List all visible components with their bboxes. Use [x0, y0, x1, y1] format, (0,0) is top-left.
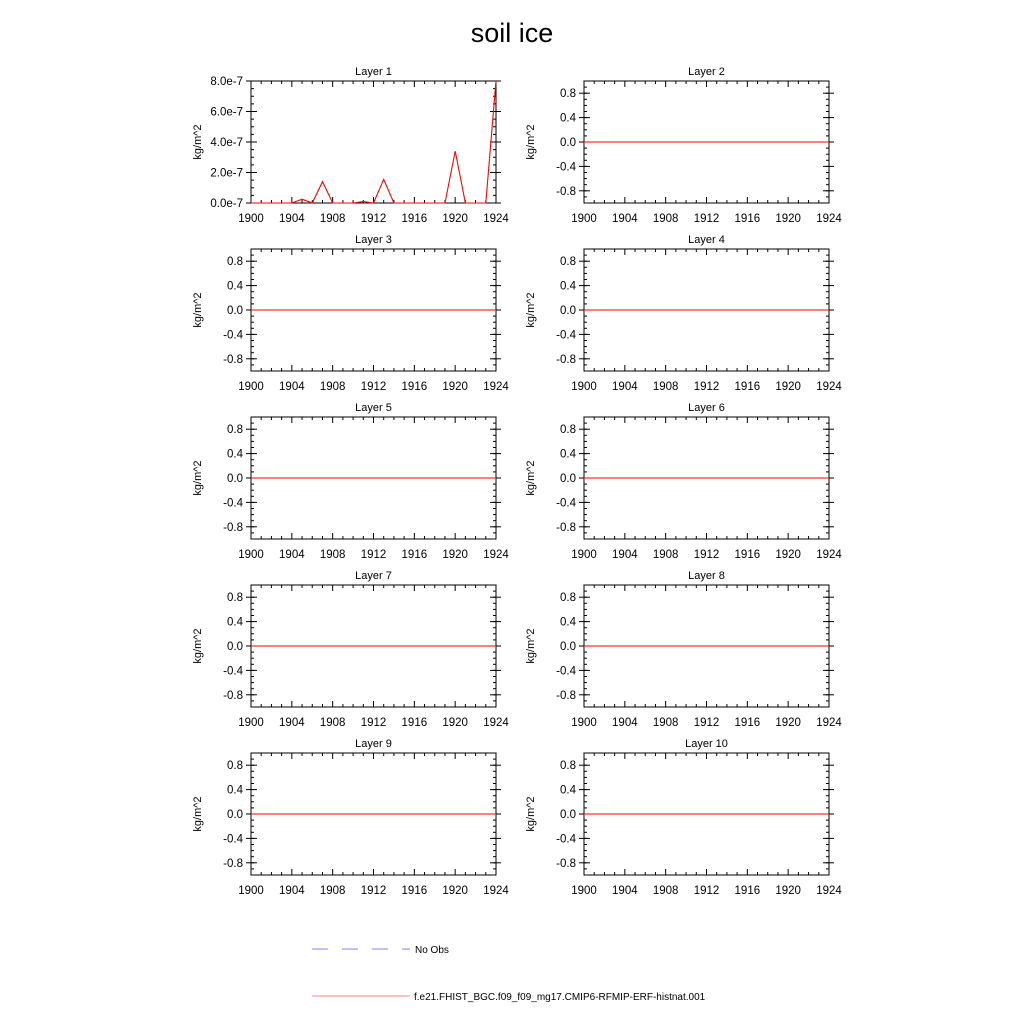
x-tick-label: 1924 [483, 549, 509, 561]
panel-layer-4 [525, 234, 842, 393]
x-tick-label: 1912 [360, 213, 387, 225]
panel-title: Layer 10 [685, 738, 728, 750]
y-tick-label: -0.4 [556, 833, 576, 846]
x-tick-label: 1908 [319, 885, 346, 897]
x-tick-label: 1900 [238, 549, 264, 561]
x-tick-label: 1916 [734, 381, 761, 393]
x-tick-label: 1924 [816, 885, 842, 897]
y-tick-label: -0.4 [556, 329, 576, 342]
y-tick-label: 0.4 [227, 448, 243, 461]
panel-title: Layer 7 [355, 570, 392, 582]
x-tick-label: 1920 [775, 549, 801, 561]
x-tick-label: 1908 [652, 381, 679, 393]
y-tick-label: 0.0 [560, 641, 576, 653]
x-tick-label: 1912 [693, 717, 720, 729]
y-tick-label: -0.8 [556, 689, 576, 702]
x-tick-label: 1900 [571, 381, 597, 393]
y-tick-label: 0.0 [227, 305, 243, 317]
x-tick-label: 1908 [652, 885, 679, 897]
x-tick-label: 1916 [734, 885, 761, 897]
y-tick-label: -0.8 [556, 185, 576, 198]
legend-obs-label: No Obs [415, 945, 449, 956]
x-tick-label: 1904 [279, 381, 305, 393]
x-tick-label: 1900 [571, 213, 597, 225]
panel-title: Layer 4 [688, 234, 725, 246]
panel-title: Layer 5 [355, 402, 392, 414]
x-tick-label: 1916 [401, 213, 428, 225]
panels [192, 66, 842, 897]
x-tick-label: 1916 [401, 381, 428, 393]
y-tick-label: 0.4 [227, 280, 243, 293]
y-tick-label: 0.0e-7 [210, 198, 243, 210]
x-tick-label: 1900 [238, 381, 264, 393]
panel-layer-10 [525, 738, 842, 897]
y-tick-label: 0.8 [560, 88, 576, 101]
x-tick-label: 1912 [693, 381, 720, 393]
y-tick-label: 0.0 [227, 809, 243, 821]
y-tick-label: -0.4 [556, 497, 576, 510]
x-tick-label: 1904 [279, 213, 305, 225]
x-tick-label: 1920 [442, 381, 468, 393]
y-tick-label: 0.8 [227, 256, 243, 269]
x-tick-label: 1920 [442, 549, 468, 561]
y-tick-label: 0.8 [227, 760, 243, 773]
y-tick-label: 0.0 [560, 305, 576, 317]
y-tick-label: 4.0e-7 [210, 137, 243, 149]
x-tick-label: 1920 [775, 213, 801, 225]
y-axis-label: kg/m^2 [525, 460, 537, 496]
legend-model-label: f.e21.FHIST_BGC.f09_f09_mg17.CMIP6-RFMIP-ERF-histnat.001 [414, 992, 706, 1003]
x-tick-label: 1924 [816, 381, 842, 393]
y-tick-label: 0.0 [227, 473, 243, 485]
y-axis-label: kg/m^2 [525, 796, 537, 832]
y-tick-label: 0.8 [560, 424, 576, 437]
y-tick-label: -0.4 [223, 497, 243, 510]
x-tick-label: 1904 [612, 717, 638, 729]
y-tick-label: 0.8 [560, 256, 576, 269]
x-tick-label: 1924 [816, 717, 842, 729]
x-tick-label: 1908 [652, 213, 679, 225]
x-tick-label: 1916 [734, 549, 761, 561]
x-tick-label: 1916 [401, 885, 428, 897]
y-tick-label: 0.4 [227, 784, 243, 797]
x-tick-label: 1900 [238, 213, 264, 225]
x-tick-label: 1908 [319, 549, 346, 561]
x-tick-label: 1924 [816, 213, 842, 225]
y-axis-label: kg/m^2 [192, 292, 204, 328]
y-tick-label: -0.8 [223, 521, 243, 534]
y-axis-label: kg/m^2 [192, 628, 204, 664]
x-tick-label: 1912 [360, 381, 387, 393]
y-tick-label: 0.4 [560, 280, 576, 293]
x-tick-label: 1908 [652, 717, 679, 729]
y-tick-label: 0.8 [227, 592, 243, 605]
x-tick-label: 1920 [775, 885, 801, 897]
x-tick-label: 1916 [401, 717, 428, 729]
x-tick-label: 1904 [279, 885, 305, 897]
panel-layer-3 [192, 234, 509, 393]
x-tick-label: 1920 [442, 885, 468, 897]
panel-title: Layer 8 [688, 570, 725, 582]
panel-title: Layer 2 [688, 66, 725, 78]
y-axis-label: kg/m^2 [525, 124, 537, 160]
y-tick-label: -0.4 [223, 665, 243, 678]
series-line [251, 81, 496, 203]
x-tick-label: 1912 [693, 885, 720, 897]
y-tick-label: 0.4 [227, 616, 243, 629]
x-tick-label: 1912 [360, 549, 387, 561]
panel-layer-5 [192, 402, 509, 561]
y-tick-label: 8.0e-7 [210, 76, 243, 88]
y-tick-label: 0.0 [227, 641, 243, 653]
panel-layer-6 [525, 402, 842, 561]
y-tick-label: -0.4 [556, 161, 576, 174]
x-tick-label: 1908 [319, 381, 346, 393]
y-tick-label: -0.8 [223, 857, 243, 870]
y-tick-label: 0.8 [560, 760, 576, 773]
y-axis-label: kg/m^2 [192, 124, 204, 160]
y-tick-label: 0.4 [560, 784, 576, 797]
x-tick-label: 1904 [612, 213, 638, 225]
y-tick-label: -0.8 [556, 353, 576, 366]
x-tick-label: 1924 [483, 381, 509, 393]
x-tick-label: 1900 [571, 717, 597, 729]
panel-title: Layer 6 [688, 402, 725, 414]
y-tick-label: 0.0 [560, 137, 576, 149]
y-axis-label: kg/m^2 [525, 292, 537, 328]
y-tick-label: -0.8 [556, 857, 576, 870]
y-tick-label: 0.0 [560, 473, 576, 485]
y-tick-label: 0.4 [560, 112, 576, 125]
x-tick-label: 1916 [401, 549, 428, 561]
y-tick-label: 2.0e-7 [210, 167, 243, 180]
x-tick-label: 1904 [279, 717, 305, 729]
y-tick-label: 0.4 [560, 616, 576, 629]
x-tick-label: 1912 [693, 213, 720, 225]
x-tick-label: 1920 [442, 213, 468, 225]
x-tick-label: 1904 [612, 885, 638, 897]
x-tick-label: 1900 [571, 885, 597, 897]
figure-title: soil ice [470, 18, 554, 48]
x-tick-label: 1920 [775, 381, 801, 393]
x-tick-label: 1904 [279, 549, 305, 561]
plot-frame [251, 81, 496, 203]
y-axis-label: kg/m^2 [192, 460, 204, 496]
y-tick-label: -0.4 [223, 329, 243, 342]
y-tick-label: 0.8 [227, 424, 243, 437]
x-tick-label: 1912 [360, 885, 387, 897]
y-tick-label: 0.0 [560, 809, 576, 821]
x-tick-label: 1900 [238, 885, 264, 897]
y-tick-label: -0.8 [223, 689, 243, 702]
x-tick-label: 1908 [652, 549, 679, 561]
x-tick-label: 1924 [483, 213, 509, 225]
x-tick-label: 1904 [612, 549, 638, 561]
y-tick-label: -0.8 [223, 353, 243, 366]
x-tick-label: 1924 [483, 885, 509, 897]
panel-layer-1 [192, 66, 509, 225]
panel-title: Layer 9 [355, 738, 392, 750]
y-tick-label: 0.8 [560, 592, 576, 605]
y-tick-label: -0.8 [556, 521, 576, 534]
panel-layer-7 [192, 570, 509, 729]
x-tick-label: 1916 [734, 717, 761, 729]
x-tick-label: 1920 [775, 717, 801, 729]
x-tick-label: 1908 [319, 717, 346, 729]
y-tick-label: -0.4 [223, 833, 243, 846]
y-tick-label: -0.4 [556, 665, 576, 678]
panel-title: Layer 1 [355, 66, 392, 78]
x-tick-label: 1904 [612, 381, 638, 393]
x-tick-label: 1920 [442, 717, 468, 729]
x-tick-label: 1912 [693, 549, 720, 561]
x-tick-label: 1900 [571, 549, 597, 561]
x-tick-label: 1900 [238, 717, 264, 729]
legend [312, 945, 706, 1003]
panel-layer-8 [525, 570, 842, 729]
x-tick-label: 1908 [319, 213, 346, 225]
x-tick-label: 1924 [816, 549, 842, 561]
y-axis-label: kg/m^2 [192, 796, 204, 832]
x-tick-label: 1924 [483, 717, 509, 729]
x-tick-label: 1912 [360, 717, 387, 729]
panel-layer-9 [192, 738, 509, 897]
y-axis-label: kg/m^2 [525, 628, 537, 664]
panel-layer-2 [525, 66, 842, 225]
y-tick-label: 0.4 [560, 448, 576, 461]
panel-title: Layer 3 [355, 234, 392, 246]
x-tick-label: 1916 [734, 213, 761, 225]
y-tick-label: 6.0e-7 [210, 106, 243, 119]
